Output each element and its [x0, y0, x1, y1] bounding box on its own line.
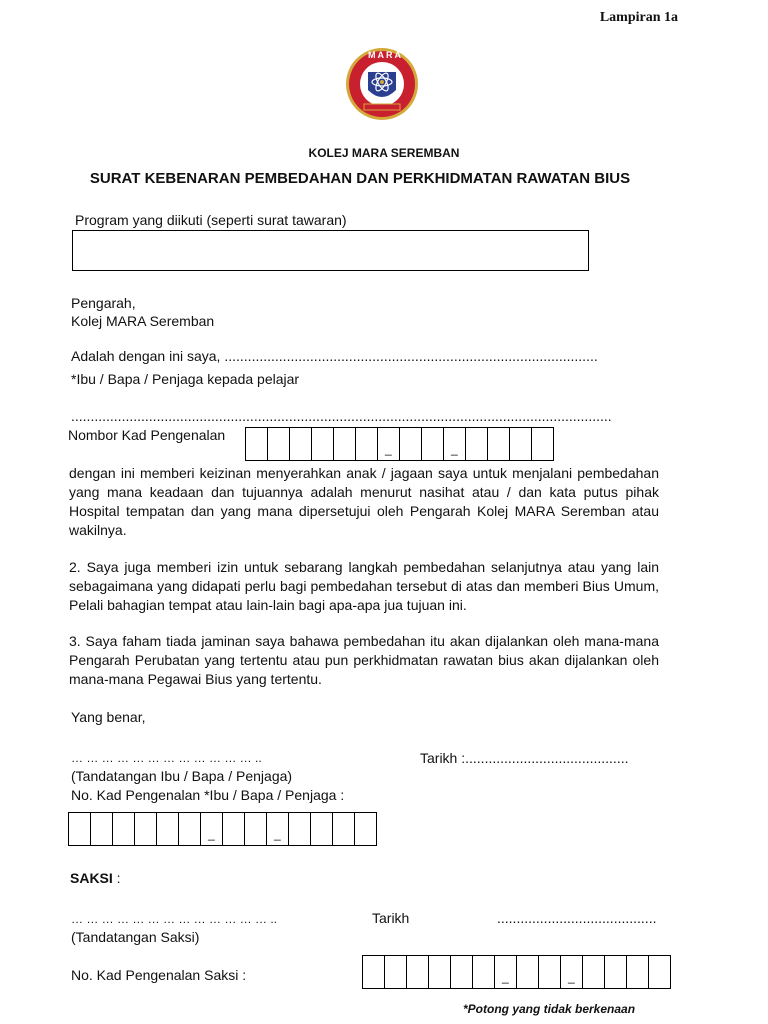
- ic-digit[interactable]: [311, 812, 333, 846]
- witness-signature-line[interactable]: … … … … … … … … … … … … … ..: [71, 912, 278, 926]
- ic-digit[interactable]: [246, 427, 268, 461]
- ic-digit[interactable]: [517, 955, 539, 989]
- witness-ic-boxes[interactable]: [362, 955, 671, 989]
- ic-digit[interactable]: [91, 812, 113, 846]
- consent-paragraph-2: 2. Saya juga memberi izin untuk sebarang langkah pembedahan selanjutnya atau yang lain sebagaimana yang didapati perlu bagi pembedahan tersebut di atas dan memberi Bius Umum, Pelali bahagian tempat atau lain-lain bagi apa-apa jua tujuan ini.: [69, 559, 659, 613]
- ic-digit[interactable]: [649, 955, 671, 989]
- ic-separator: [561, 955, 583, 989]
- ic-digit[interactable]: [532, 427, 554, 461]
- parent-date-field[interactable]: Tarikh :..........................................: [420, 750, 629, 766]
- ic-digit[interactable]: [605, 955, 627, 989]
- witness-heading-text: SAKSI: [70, 870, 113, 886]
- witness-date-field[interactable]: .........................................: [497, 910, 657, 926]
- witness-heading: [70, 870, 121, 886]
- address-line2: Kolej MARA Seremban: [71, 313, 215, 329]
- parent-signature-line[interactable]: … … … … … … … … … … … … ..: [71, 751, 262, 765]
- ic-separator: [444, 427, 466, 461]
- ic-separator: [495, 955, 517, 989]
- ic-digit[interactable]: [179, 812, 201, 846]
- consent-paragraph-1: dengan ini memberi keizinan menyerahkan anak / jagaan saya untuk menjalani pembedahan yang mana keadaan dan tujuannya adalah menurut nasihat atau / dan kata putus pihak Hospital tempatan dan yang mana dipersetujui oleh Pengarah Kolej MARA Seremban atau wakilnya.: [69, 465, 659, 538]
- logo-text: MARA: [368, 50, 403, 60]
- witness-heading-colon: :: [112, 870, 121, 886]
- ic-digit[interactable]: [539, 955, 561, 989]
- consent-paragraph-3: 3. Saya faham tiada jaminan saya bahawa pembedahan itu akan dijalankan oleh mana-mana Pengarah Perubatan yang tertentu atau pun perkhidmatan rawatan bius akan dijalankan oleh mana-mana Pegawai Bius yang tertentu.: [69, 633, 659, 687]
- parent-ic-label: No. Kad Pengenalan *Ibu / Bapa / Penjaga :: [71, 787, 345, 803]
- ic-digit[interactable]: [510, 427, 532, 461]
- ic-digit[interactable]: [400, 427, 422, 461]
- ic-digit[interactable]: [488, 427, 510, 461]
- program-box[interactable]: [72, 230, 589, 271]
- ic-digit[interactable]: [422, 427, 444, 461]
- footnote: *Potong yang tidak berkenaan: [463, 1002, 636, 1016]
- witness-ic-label: No. Kad Pengenalan Saksi :: [71, 967, 247, 983]
- college-name: KOLEJ MARA SEREMBAN: [308, 146, 460, 160]
- ic-digit[interactable]: [385, 955, 407, 989]
- ic-digit[interactable]: [407, 955, 429, 989]
- ic-digit[interactable]: [113, 812, 135, 846]
- ic-digit[interactable]: [355, 812, 377, 846]
- ic-digit[interactable]: [363, 955, 385, 989]
- document-heading: SURAT KEBENARAN PEMBEDAHAN DAN PERKHIDMATAN RAWATAN BIUS: [89, 170, 631, 187]
- ic-digit[interactable]: [334, 427, 356, 461]
- ic-digit[interactable]: [268, 427, 290, 461]
- ic-digit[interactable]: [157, 812, 179, 846]
- ic-digit[interactable]: [451, 955, 473, 989]
- ic-separator: [378, 427, 400, 461]
- witness-signature-label: (Tandatangan Saksi): [71, 929, 200, 945]
- declaration-name-line[interactable]: Adalah dengan ini saya, ................................................................................................: [71, 348, 598, 364]
- ic-label: Nombor Kad Pengenalan: [68, 427, 226, 443]
- ic-digit[interactable]: [135, 812, 157, 846]
- mara-logo: [344, 46, 420, 122]
- ic-digit[interactable]: [466, 427, 488, 461]
- ic-digit[interactable]: [69, 812, 91, 846]
- ic-digit[interactable]: [429, 955, 451, 989]
- ic-digit[interactable]: [583, 955, 605, 989]
- declaration-relation: *Ibu / Bapa / Penjaga kepada pelajar: [71, 371, 300, 387]
- parent-ic-boxes[interactable]: [68, 812, 377, 846]
- parent-signature-label: (Tandatangan Ibu / Bapa / Penjaga): [71, 768, 293, 784]
- annex-label: Lampiran 1a: [599, 10, 678, 25]
- witness-date-label: Tarikh: [372, 910, 410, 926]
- closing: Yang benar,: [71, 709, 146, 725]
- ic-digit[interactable]: [223, 812, 245, 846]
- ic-digit[interactable]: [356, 427, 378, 461]
- ic-digit[interactable]: [312, 427, 334, 461]
- ic-digit[interactable]: [245, 812, 267, 846]
- ic-digit[interactable]: [333, 812, 355, 846]
- program-label: Program yang diikuti (seperti surat tawaran): [75, 212, 347, 228]
- student-name-line[interactable]: ...........................................................................................................................................: [71, 408, 612, 424]
- ic-digit[interactable]: [289, 812, 311, 846]
- ic-digit[interactable]: [290, 427, 312, 461]
- ic-digit[interactable]: [627, 955, 649, 989]
- ic-digit[interactable]: [473, 955, 495, 989]
- address-line1: Pengarah,: [71, 295, 136, 311]
- ic-boxes[interactable]: [245, 427, 554, 461]
- ic-separator: [267, 812, 289, 846]
- ic-separator: [201, 812, 223, 846]
